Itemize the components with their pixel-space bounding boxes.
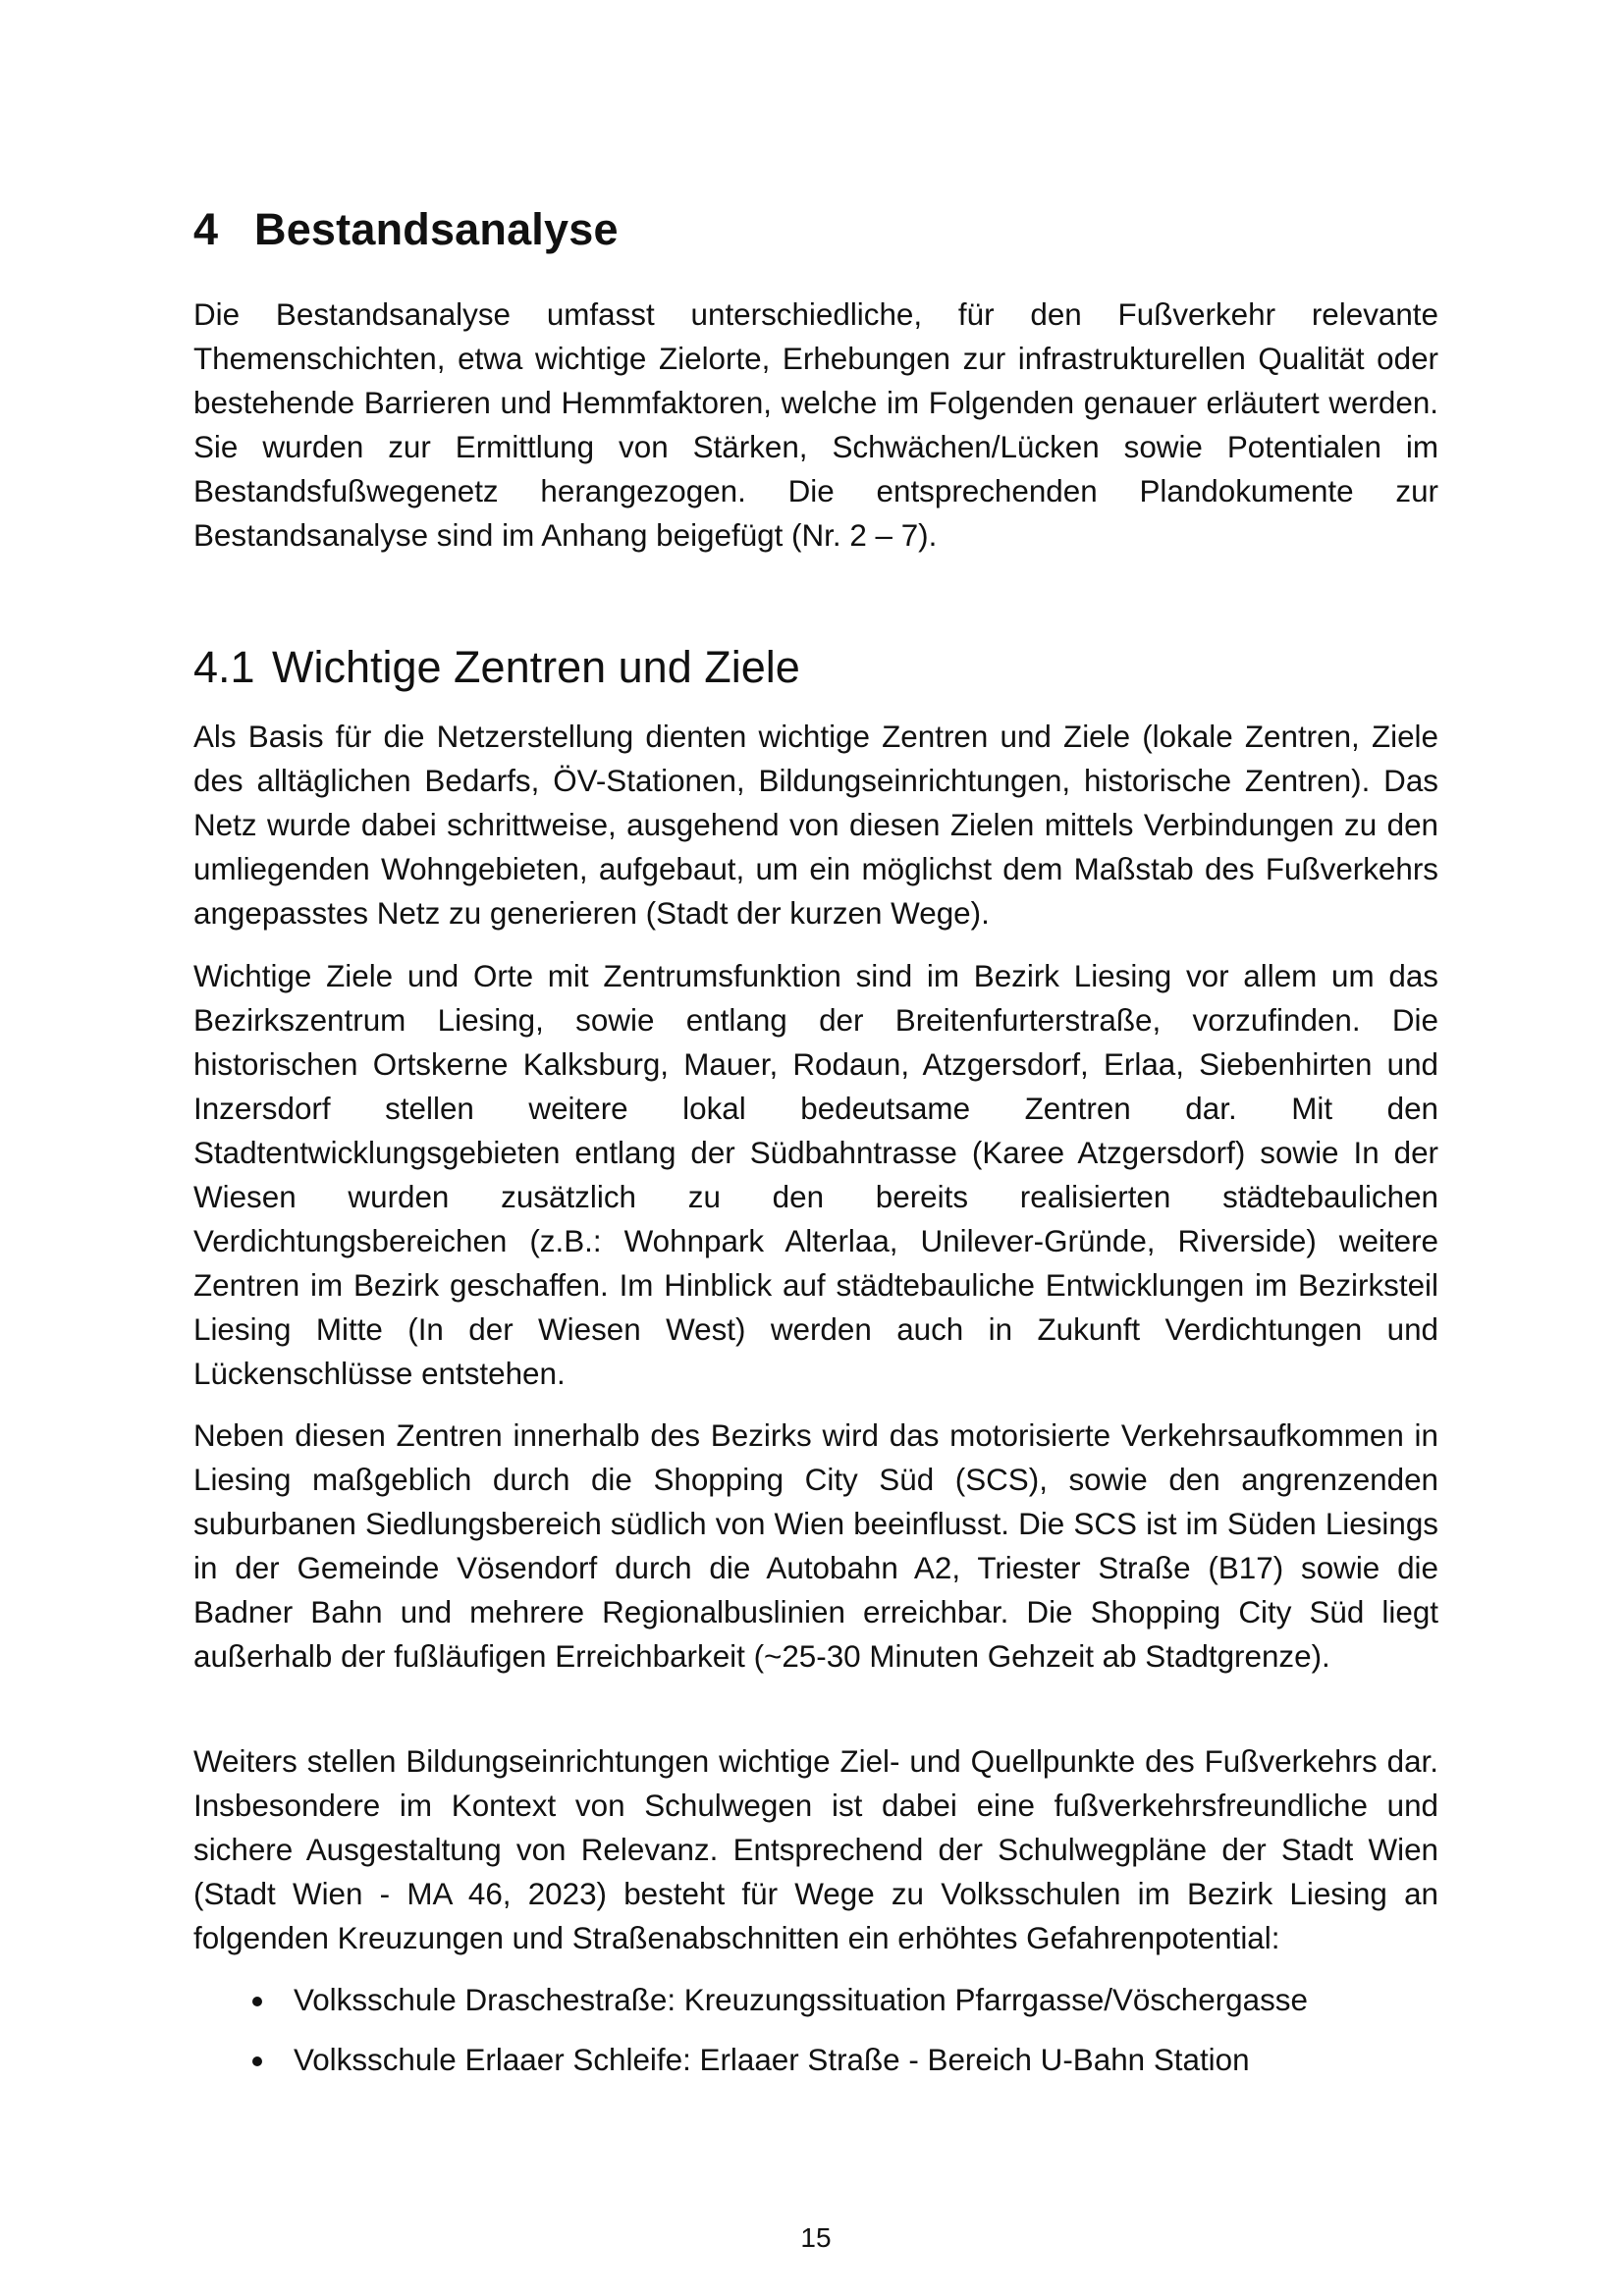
list-item [193, 1978, 1438, 2022]
section-intro-paragraph: Die Bestandsanalyse umfasst unterschiedliche, für den Fußverkehr relevante Themenschichten, etwa wichtige Zielorte, Erhebungen zur infrastrukturellen Qualität oder bestehende Barrieren und Hemmfaktoren, welche im Folgenden genauer erläutert werden. Sie wurden zur Ermittlung von Stärken, Schwächen/Lücken sowie Potentialen im Bestandsfußwegenetz herangezogen. Die entsprechenden Plandokumente zur Bestandsanalyse sind im Anhang beigefügt (Nr. 2 – 7). [193, 297, 1438, 553]
body-paragraph: Wichtige Ziele und Orte mit Zentrumsfunktion sind im Bezirk Liesing vor allem um das Bezirkszentrum Liesing, sowie entlang der Breitenfurterstraße, vorzufinden. Die historischen Ortskerne Kalksburg, Mauer, Rodaun, Atzgersdorf, Erlaa, Siebenhirten und Inzersdorf stellen weitere lokal bedeutsame Zentren dar. Mit den Stadtentwicklungsgebieten entlang der Südbahntrasse (Karee Atzgersdorf) sowie In der Wiesen wurden zusätzlich zu den bereits realisierten städtebaulichen Verdichtungsbereichen (z.B.: Wohnpark Alterlaa, Unilever-Gründe, Riverside) weitere Zentren im Bezirk geschaffen. Im Hinblick auf städtebauliche Entwicklungen im Bezirksteil Liesing Mitte (In der Wiesen West) werden auch in Zukunft Verdichtungen und Lückenschlüsse entstehen. [193, 959, 1438, 1391]
list-item-text: Volksschule Draschestraße: Kreuzungssituation Pfarrgasse/Vöschergasse [294, 1983, 1308, 2017]
section-number: 4 [193, 204, 219, 254]
list-item-text: Volksschule Erlaaer Schleife: Erlaaer Straße - Bereich U-Bahn Station [294, 2043, 1250, 2077]
section-heading [193, 202, 619, 257]
subsection-number: 4.1 [193, 642, 255, 692]
bullet-list [193, 1978, 1438, 2098]
page-number: 15 [800, 2222, 832, 2253]
subsection-title: Wichtige Zentren und Ziele [272, 642, 800, 692]
list-item [193, 2038, 1438, 2082]
body-paragraph: Neben diesen Zentren innerhalb des Bezirks wird das motorisierte Verkehrsaufkommen in Liesing maßgeblich durch die Shopping City Süd (SCS), sowie den angrenzenden suburbanen Siedlungsbereich südlich von Wien beeinflusst. Die SCS ist im Süden Liesings in der Gemeinde Vösendorf durch die Autobahn A2, Triester Straße (B17) sowie die Badner Bahn und mehrere Regionalbuslinien erreichbar. Die Shopping City Süd liegt außerhalb der fußläufigen Erreichbarkeit (~25-30 Minuten Gehzeit ab Stadtgrenze). [193, 1418, 1438, 1674]
section-title: Bestandsanalyse [254, 204, 619, 254]
bullet-icon [252, 1997, 262, 2006]
document-page [193, 0, 1438, 2296]
body-paragraph: Als Basis für die Netzerstellung dienten wichtige Zentren und Ziele (lokale Zentren, Ziele des alltäglichen Bedarfs, ÖV-Stationen, Bildungseinrichtungen, historische Zentren). Das Netz wurde dabei schrittweise, ausgehend von diesen Zielen mittels Verbindungen zu den umliegenden Wohngebieten, aufgebaut, um ein möglichst dem Maßstab des Fußverkehrs angepasstes Netz zu generieren (Stadt der kurzen Wege). [193, 720, 1438, 931]
body-paragraph: Weiters stellen Bildungseinrichtungen wichtige Ziel- und Quellpunkte des Fußverkehrs dar. Insbesondere im Kontext von Schulwegen ist dabei eine fußverkehrsfreundliche und sichere Ausgestaltung von Relevanz. Entsprechend der Schulwegpläne der Stadt Wien (Stadt Wien - MA 46, 2023) besteht für Wege zu Volksschulen im Bezirk Liesing an folgenden Kreuzungen und Straßenabschnitten ein erhöhtes Gefahrenpotential: [193, 1744, 1438, 1955]
bullet-icon [252, 2056, 262, 2066]
subsection-heading [193, 640, 800, 695]
